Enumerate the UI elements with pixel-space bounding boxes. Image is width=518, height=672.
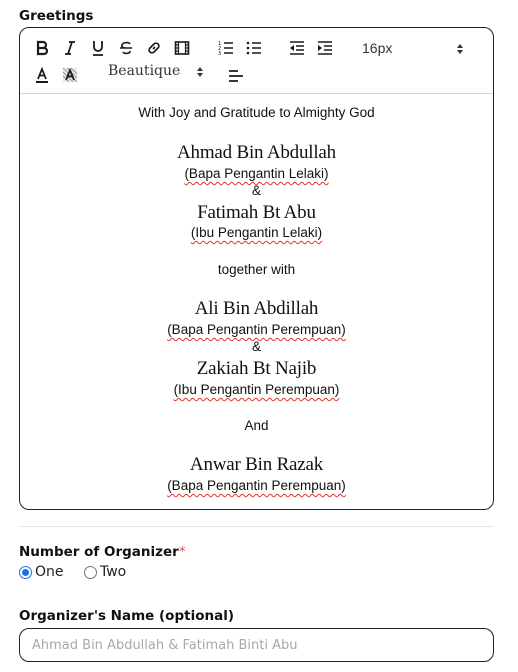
bride-mother-role: (Ibu Pengantin Perempuan) [173, 382, 340, 397]
radio-option-two[interactable] [84, 564, 126, 580]
select-arrows-icon [456, 42, 464, 58]
intro-line: With Joy and Gratitude to Almighty God [138, 105, 375, 120]
font-size-value: 16px [362, 40, 393, 56]
italic-icon[interactable] [61, 39, 79, 57]
organizer-count-label: Number of Organizer* [19, 544, 186, 560]
bullet-list-icon[interactable] [245, 39, 263, 57]
radio-option-one[interactable] [19, 564, 64, 580]
and-line: And [244, 418, 269, 433]
radio-label-two: Two [100, 564, 127, 580]
indent-icon[interactable] [316, 39, 334, 57]
link-icon[interactable] [145, 39, 163, 57]
required-mark: * [178, 544, 186, 560]
video-icon[interactable] [173, 39, 191, 57]
bride-mother-name: Zakiah Bt Najib [196, 358, 317, 379]
select-arrows-icon [196, 66, 204, 82]
font-color-icon[interactable] [33, 66, 51, 84]
groom-mother-role: (Ibu Pengantin Lelaki) [190, 225, 323, 240]
radio-selected-icon[interactable] [19, 566, 32, 579]
organizer-name-input[interactable] [19, 628, 494, 662]
editor-content[interactable] [20, 94, 493, 509]
underline-icon[interactable] [89, 39, 107, 57]
font-family-value: Beautique [108, 63, 181, 79]
ampersand-1: & [251, 183, 261, 198]
organizer-name-label: Organizer's Name (optional) [19, 608, 234, 624]
bride-father-name: Ali Bin Abdillah [194, 298, 319, 319]
greetings-editor [19, 27, 494, 510]
svg-text:3: 3 [218, 51, 222, 56]
ampersand-2: & [251, 339, 261, 354]
groom-father-name: Ahmad Bin Abdullah [177, 142, 336, 163]
editor-toolbar [20, 28, 493, 94]
align-icon[interactable] [227, 67, 245, 85]
font-size-select[interactable] [362, 40, 464, 58]
groom-mother-name: Fatimah Bt Abu [197, 202, 316, 223]
svg-text:1: 1 [218, 41, 222, 47]
font-family-select[interactable] [108, 63, 204, 83]
radio-label-one: One [35, 564, 64, 580]
highlight-icon[interactable] [61, 66, 79, 84]
bride-father-role: (Bapa Pengantin Perempuan) [167, 322, 346, 337]
together-line: together with [217, 262, 296, 277]
greetings-label: Greetings [19, 8, 94, 24]
guardian-name: Anwar Bin Razak [189, 454, 324, 475]
guardian-role: (Bapa Pengantin Perempuan) [167, 478, 346, 493]
bold-icon[interactable] [33, 39, 51, 57]
svg-text:2: 2 [218, 46, 222, 52]
outdent-icon[interactable] [288, 39, 306, 57]
groom-father-role: (Bapa Pengantin Lelaki) [184, 166, 329, 181]
radio-unselected-icon[interactable] [84, 566, 97, 579]
strikethrough-icon[interactable] [117, 39, 135, 57]
section-divider [19, 526, 494, 527]
ordered-list-icon[interactable] [217, 39, 235, 57]
